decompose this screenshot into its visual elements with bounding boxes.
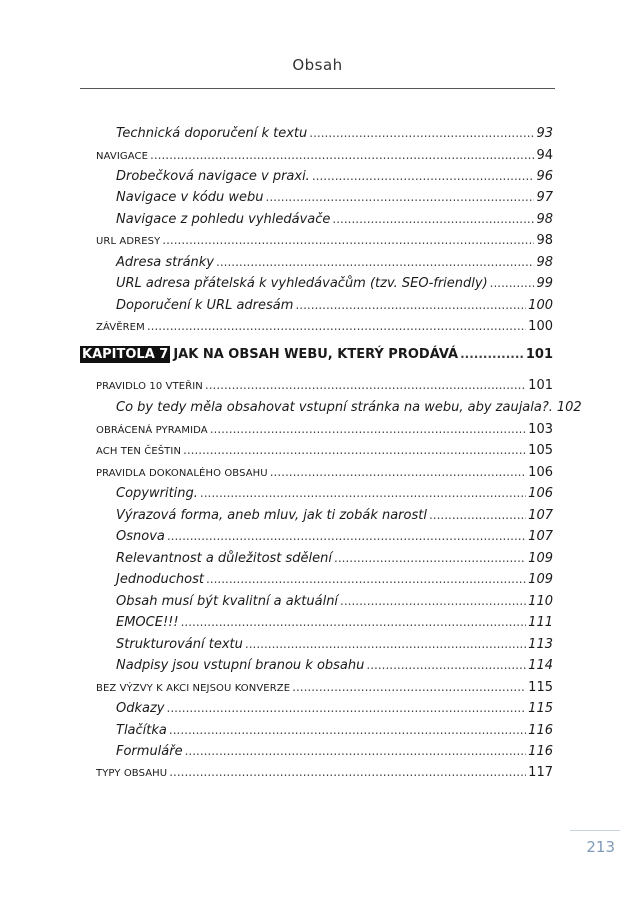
toc-entry-label: Jednoduchost — [116, 572, 204, 587]
toc-page-number: 98 — [536, 212, 553, 227]
toc-subsection-entry — [96, 400, 582, 420]
toc-entry-label: URL adresa přátelská k vyhledávačům (tzv. SEO-friendly) — [116, 276, 488, 291]
toc-subsection-entry — [96, 255, 553, 275]
dot-leader — [185, 744, 527, 758]
toc-page-number: 100 — [528, 298, 553, 313]
toc-entry-label: Výrazová forma, aneb mluv, jak ti zobák narostl — [116, 508, 427, 523]
toc-entry-label: Drobečková navigace v praxi. — [116, 169, 310, 184]
toc-page-number: 107 — [528, 508, 553, 523]
dot-leader — [309, 126, 534, 140]
dot-leader — [183, 443, 526, 457]
toc-page-number: 97 — [536, 190, 553, 205]
toc-page-number: 98 — [536, 233, 553, 248]
toc-page-number: 103 — [528, 422, 553, 437]
toc-section-entry — [96, 443, 553, 463]
toc-page-number: 106 — [528, 486, 553, 501]
dot-leader — [205, 378, 526, 392]
toc-subsection-entry — [96, 572, 553, 592]
dot-leader — [270, 465, 526, 479]
page-number: 213 — [586, 838, 615, 856]
toc-page-number: 116 — [528, 744, 553, 759]
dot-leader — [206, 572, 526, 586]
toc-entry-label: EMOCE!!! — [116, 615, 179, 630]
toc-page-number: 96 — [536, 169, 553, 184]
dot-leader — [150, 148, 534, 162]
toc-entry-label: Navigace v kódu webu — [116, 190, 264, 205]
toc-section-entry — [96, 148, 553, 168]
toc-section-entry — [96, 465, 553, 485]
toc-subsection-entry — [96, 551, 553, 571]
toc-subsection-entry — [96, 723, 553, 743]
toc-page-number: 114 — [528, 658, 553, 673]
toc-entry-label: Relevantnost a důležitost sdělení — [116, 551, 333, 566]
toc-entry-label: Adresa stránky — [116, 255, 215, 270]
dot-leader — [169, 723, 526, 737]
toc-section-entry — [96, 765, 553, 785]
dot-leader — [210, 422, 526, 436]
toc-entry-label: Copywriting. — [116, 486, 198, 501]
toc-subsection-entry — [96, 529, 553, 549]
toc-section-entry — [96, 422, 553, 442]
dot-leader — [245, 637, 526, 651]
page-header-title: Obsah — [292, 56, 343, 74]
toc-page-number: 99 — [536, 276, 553, 291]
toc-subsection-entry — [96, 701, 553, 721]
toc-entry-label: Doporučení k URL adresám — [116, 298, 294, 313]
dot-leader — [429, 508, 526, 522]
dot-leader — [162, 233, 534, 247]
dot-leader — [366, 658, 526, 672]
toc-page-number: 115 — [528, 701, 553, 716]
toc-subsection-entry — [96, 486, 553, 506]
toc-entry-label: Formuláře — [116, 744, 183, 759]
dot-leader — [340, 594, 526, 608]
toc-section-entry — [96, 319, 553, 339]
toc-entry-label: PRAVIDLO 10 VTEŘIN — [96, 381, 203, 392]
toc-entry-label: NAVIGACE — [96, 151, 148, 162]
toc-section-entry — [96, 680, 553, 700]
toc-page-number: 102 — [556, 400, 582, 415]
toc-entry-label: ZÁVĚREM — [96, 322, 145, 333]
dot-leader — [312, 169, 535, 183]
dot-leader — [334, 551, 526, 565]
toc-subsection-entry — [96, 744, 553, 764]
toc-subsection-entry — [96, 615, 553, 635]
dot-leader — [292, 680, 526, 694]
dot-leader — [295, 298, 526, 312]
toc-entry-label: Tlačítka — [116, 723, 167, 738]
toc-page-number: 107 — [528, 529, 553, 544]
toc-subsection-entry — [96, 169, 553, 189]
toc-section-entry — [96, 378, 553, 398]
toc-entry-label: BEZ VÝZVY K AKCI NEJSOU KONVERZE — [96, 683, 291, 694]
toc-page-number: 110 — [528, 594, 553, 609]
toc-subsection-entry — [96, 637, 553, 657]
toc-subsection-entry — [96, 276, 553, 296]
dot-leader — [169, 765, 526, 779]
dot-leader — [490, 276, 535, 290]
toc-entry-label: Technická doporučení k textu — [116, 126, 308, 141]
toc-entry-label: Strukturování textu — [116, 637, 243, 652]
dot-leader — [266, 190, 535, 204]
toc-entry-label: TYPY OBSAHU — [96, 768, 168, 779]
toc-chapter-entry — [80, 347, 553, 367]
header-divider — [80, 88, 555, 89]
toc-page-number: 93 — [536, 126, 553, 141]
toc-entry-label: Odkazy — [116, 701, 165, 716]
toc-page-number: 98 — [536, 255, 553, 270]
chapter-title: JAK NA OBSAH WEBU, KTERÝ PRODÁVÁ — [173, 347, 459, 362]
toc-subsection-entry — [96, 190, 553, 210]
toc-entry-label: Nadpisy jsou vstupní branou k obsahu — [116, 658, 365, 673]
toc-entry-label: URL ADRESY — [96, 236, 161, 247]
dot-leader — [332, 212, 534, 226]
toc-subsection-entry — [96, 508, 553, 528]
toc-subsection-entry — [96, 126, 553, 146]
toc-entry-label: Co by tedy měla obsahovat vstupní stránka na webu, aby zaujala?. — [116, 400, 553, 415]
dot-leader — [200, 486, 526, 500]
dot-leader — [147, 319, 526, 333]
toc-entry-label: Osnova — [116, 529, 165, 544]
page-number-divider — [570, 830, 620, 831]
toc-subsection-entry — [96, 594, 553, 614]
toc-subsection-entry — [96, 658, 553, 678]
toc-page-number: 106 — [528, 465, 553, 480]
toc-entry-label — [80, 347, 458, 362]
toc-entry-label: OBRÁCENÁ PYRAMIDA — [96, 425, 208, 436]
toc-entry-label: Obsah musí být kvalitní a aktuální — [116, 594, 339, 609]
chapter-badge: KAPITOLA 7 — [82, 347, 169, 362]
toc-page-number: 117 — [528, 765, 553, 780]
toc-page-number: 109 — [528, 551, 553, 566]
toc-subsection-entry — [96, 212, 553, 232]
toc-page-number: 111 — [528, 615, 553, 630]
toc-subsection-entry — [96, 298, 553, 318]
toc-entry-label: PRAVIDLA DOKONALÉHO OBSAHU — [96, 468, 268, 479]
dot-leader — [216, 255, 534, 269]
dot-leader — [167, 701, 527, 715]
toc-entry-label: Navigace z pohledu vyhledávače — [116, 212, 331, 227]
toc-page-number: 105 — [528, 443, 553, 458]
toc-section-entry — [96, 233, 553, 253]
dot-leader — [460, 347, 524, 361]
toc-page-number: 113 — [528, 637, 553, 652]
toc-entry-label: ACH TEN ČEŠTIN — [96, 446, 182, 457]
toc-page-number: 115 — [528, 680, 553, 695]
toc-page-number: 109 — [528, 572, 553, 587]
toc-page-number: 101 — [528, 378, 553, 393]
dot-leader — [181, 615, 527, 629]
toc-page-number: 101 — [525, 347, 553, 362]
toc-page-number: 100 — [528, 319, 553, 334]
toc-page-number: 94 — [536, 148, 553, 163]
dot-leader — [167, 529, 526, 543]
toc-page-number: 116 — [528, 723, 553, 738]
